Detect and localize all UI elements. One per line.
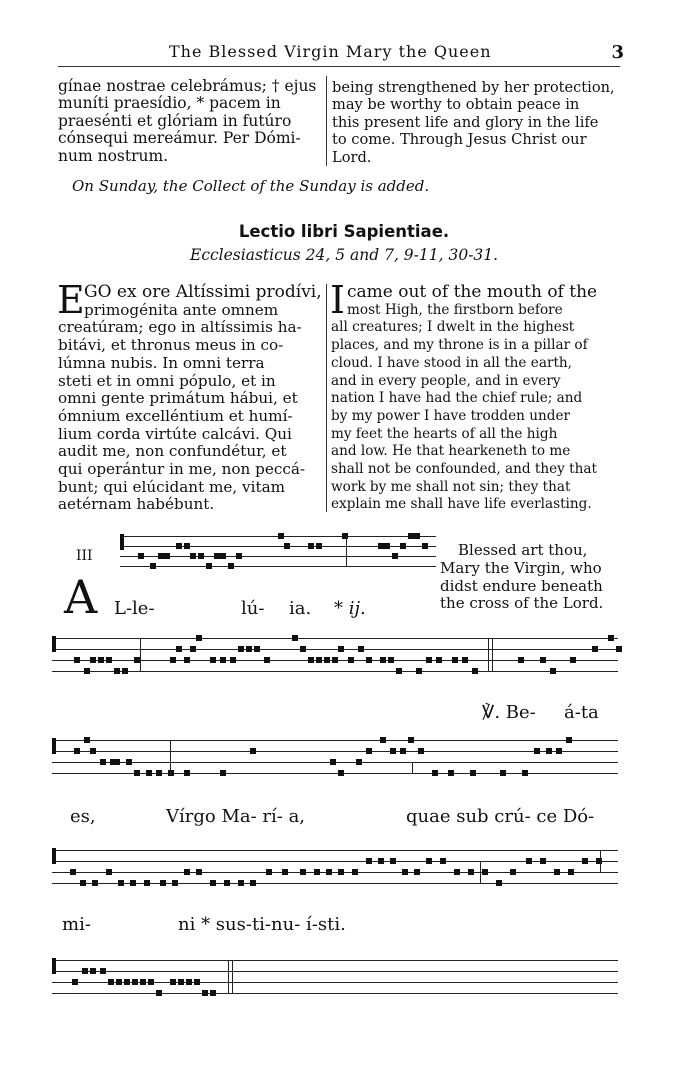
chant-syllable: * ij. bbox=[334, 598, 366, 619]
neume bbox=[160, 880, 166, 886]
neume bbox=[500, 770, 506, 776]
chant-syllable: ia. bbox=[289, 598, 312, 619]
latin-line: qui operántur in me, non peccá- bbox=[58, 460, 306, 479]
english-line: and in every people, and in every bbox=[331, 372, 561, 389]
neume bbox=[156, 990, 162, 996]
column-divider bbox=[326, 76, 327, 166]
collect-english bbox=[332, 79, 615, 166]
staff-line bbox=[52, 740, 618, 741]
neume bbox=[292, 635, 298, 641]
neume bbox=[194, 979, 200, 985]
neume bbox=[124, 979, 130, 985]
lesson-heading: Lectio libri Sapientiae. bbox=[238, 222, 450, 241]
collect-latin bbox=[58, 78, 316, 165]
neume bbox=[384, 543, 390, 549]
neume bbox=[250, 880, 256, 886]
neume bbox=[358, 646, 364, 652]
neume bbox=[448, 770, 454, 776]
neume bbox=[616, 646, 622, 652]
chant-syllable: L-le- bbox=[114, 598, 155, 619]
neume bbox=[418, 748, 424, 754]
neume bbox=[402, 869, 408, 875]
neume bbox=[190, 553, 196, 559]
latin-drop-initial: E bbox=[57, 278, 85, 322]
latin-line: creatúram; ego in altíssimis ha- bbox=[58, 318, 302, 337]
chant-syllable: ℣. Be- bbox=[482, 702, 536, 723]
neume bbox=[284, 543, 290, 549]
translation-line: Mary the Virgin, who bbox=[440, 558, 602, 577]
neume bbox=[472, 668, 478, 674]
chant-syllable: quae sub crú- ce Dó- bbox=[406, 806, 595, 827]
neume bbox=[90, 968, 96, 974]
neume bbox=[114, 668, 120, 674]
neume bbox=[338, 770, 344, 776]
neume bbox=[324, 657, 330, 663]
neume bbox=[170, 979, 176, 985]
neume bbox=[454, 869, 460, 875]
neume bbox=[300, 646, 306, 652]
translation-line: the cross of the Lord. bbox=[440, 594, 604, 613]
bar-line bbox=[492, 638, 493, 671]
neume bbox=[366, 657, 372, 663]
latin-line: aetérnam habébunt. bbox=[58, 495, 215, 514]
neume bbox=[74, 748, 80, 754]
neume bbox=[100, 759, 106, 765]
neume bbox=[184, 770, 190, 776]
neume bbox=[236, 553, 242, 559]
neume bbox=[202, 990, 208, 996]
translation-line: didst endure beneath bbox=[440, 576, 603, 595]
clef-icon bbox=[52, 738, 56, 754]
music-staff bbox=[52, 736, 618, 784]
column-divider bbox=[326, 284, 327, 512]
neume bbox=[98, 657, 104, 663]
bar-line bbox=[600, 850, 601, 872]
neume bbox=[92, 880, 98, 886]
staff-line bbox=[52, 638, 618, 639]
neume bbox=[178, 979, 184, 985]
music-staff bbox=[120, 532, 436, 572]
latin-line: steti et in omni pópulo, et in bbox=[58, 371, 276, 390]
neume bbox=[118, 880, 124, 886]
neume bbox=[314, 869, 320, 875]
staff-line bbox=[52, 960, 618, 961]
neume bbox=[250, 748, 256, 754]
bar-line bbox=[170, 740, 171, 773]
neume bbox=[176, 646, 182, 652]
neume bbox=[348, 657, 354, 663]
neume bbox=[100, 968, 106, 974]
neume bbox=[210, 657, 216, 663]
music-staff bbox=[52, 846, 618, 894]
neume bbox=[388, 657, 394, 663]
neume bbox=[400, 748, 406, 754]
neume bbox=[462, 657, 468, 663]
collect-english-line: being strengthened by her protection, bbox=[332, 79, 615, 96]
clef-icon bbox=[52, 848, 56, 864]
latin-line: lium corda virtúte calcávi. Qui bbox=[58, 424, 292, 443]
english-first-line: came out of the mouth of the bbox=[347, 282, 598, 302]
neume bbox=[264, 657, 270, 663]
neume bbox=[392, 553, 398, 559]
neume bbox=[278, 533, 284, 539]
chant-syllable: Vírgo Ma- rí- a, bbox=[166, 806, 306, 827]
neume bbox=[510, 869, 516, 875]
chant-syllable: lú- bbox=[241, 598, 265, 619]
neume bbox=[400, 543, 406, 549]
neume bbox=[422, 543, 428, 549]
music-staff bbox=[52, 634, 618, 682]
neume bbox=[210, 990, 216, 996]
lesson-english bbox=[331, 284, 621, 514]
staff-line bbox=[52, 850, 618, 851]
neume bbox=[238, 880, 244, 886]
neume bbox=[196, 635, 202, 641]
bar-line bbox=[228, 960, 229, 993]
staff-line bbox=[52, 872, 618, 873]
chant-syllable: mi- bbox=[62, 914, 91, 935]
neume bbox=[380, 657, 386, 663]
neume bbox=[146, 770, 152, 776]
neume bbox=[210, 880, 216, 886]
latin-line: ómnium excelléntium et humí- bbox=[58, 406, 293, 425]
collect-latin-line: cónsequi mereámur. Per Dómi- bbox=[58, 129, 301, 148]
collect-latin-line: gínae nostrae celebrámus; † ejus bbox=[58, 77, 317, 95]
latin-line: bitávi, et thronus meus in co- bbox=[58, 336, 284, 355]
neume bbox=[170, 657, 176, 663]
neume bbox=[114, 759, 120, 765]
neume bbox=[140, 979, 146, 985]
english-line: and low. He that hearkeneth to me bbox=[331, 443, 571, 460]
neume bbox=[230, 657, 236, 663]
neume bbox=[254, 646, 260, 652]
neume bbox=[156, 770, 162, 776]
bar-line bbox=[346, 536, 347, 566]
clef-icon bbox=[120, 534, 124, 550]
neume bbox=[144, 880, 150, 886]
english-line: explain me shall have life everlasting. bbox=[331, 496, 592, 513]
neume bbox=[184, 657, 190, 663]
neume bbox=[540, 657, 546, 663]
neume bbox=[238, 646, 244, 652]
running-title: The Blessed Virgin Mary the Queen bbox=[169, 42, 492, 61]
english-line: work by me shall not sin; they that bbox=[331, 478, 571, 495]
staff-line bbox=[52, 649, 618, 650]
neume bbox=[592, 646, 598, 652]
neume bbox=[300, 869, 306, 875]
neume bbox=[184, 869, 190, 875]
bar-line bbox=[480, 861, 481, 883]
collect-latin-line: num nostrum. bbox=[58, 146, 169, 165]
neume bbox=[432, 770, 438, 776]
neume bbox=[224, 880, 230, 886]
neume bbox=[70, 869, 76, 875]
neume bbox=[172, 880, 178, 886]
neume bbox=[106, 869, 112, 875]
rubric-note: On Sunday, the Collect of the Sunday is added. bbox=[72, 177, 430, 195]
collect-english-line: to come. Through Jesus Christ our bbox=[332, 131, 587, 149]
staff-line bbox=[52, 861, 618, 862]
neume bbox=[266, 869, 272, 875]
staff-line bbox=[52, 671, 618, 672]
neume bbox=[426, 657, 432, 663]
staff-line bbox=[52, 971, 618, 972]
page-number: 3 bbox=[611, 42, 624, 63]
latin-line: lúmna nubis. In omni terra bbox=[58, 353, 265, 372]
bar-line bbox=[232, 960, 233, 993]
neume bbox=[396, 668, 402, 674]
neume bbox=[440, 858, 446, 864]
neume bbox=[470, 770, 476, 776]
clef-icon bbox=[52, 636, 56, 652]
neume bbox=[342, 533, 348, 539]
staff-line bbox=[120, 566, 436, 567]
neume bbox=[164, 553, 170, 559]
neume bbox=[534, 748, 540, 754]
neume bbox=[176, 543, 182, 549]
neume bbox=[80, 880, 86, 886]
lesson-reference: Ecclesiasticus 24, 5 and 7, 9-11, 30-31. bbox=[190, 246, 499, 264]
header-rule bbox=[58, 66, 620, 67]
neume bbox=[522, 770, 528, 776]
music-staff bbox=[52, 956, 618, 1004]
neume bbox=[84, 668, 90, 674]
neume bbox=[570, 657, 576, 663]
neume bbox=[568, 869, 574, 875]
english-line: shall not be confounded, and they that bbox=[331, 461, 597, 478]
neume bbox=[168, 770, 174, 776]
neume bbox=[138, 553, 144, 559]
collect-english-line: this present life and glory in the life bbox=[332, 113, 599, 131]
neume bbox=[452, 657, 458, 663]
english-line: cloud. I have stood in all the earth, bbox=[331, 354, 572, 371]
neume bbox=[356, 759, 362, 765]
neume bbox=[426, 858, 432, 864]
neume bbox=[332, 657, 338, 663]
neume bbox=[206, 563, 212, 569]
neume bbox=[74, 657, 80, 663]
neume bbox=[366, 748, 372, 754]
latin-line: audit me, non confundétur, et bbox=[58, 442, 287, 461]
antiphon-translation bbox=[440, 542, 616, 613]
neume bbox=[72, 979, 78, 985]
latin-line: bunt; qui elúcidant me, vitam bbox=[58, 477, 286, 496]
staff-line bbox=[52, 993, 618, 994]
mode-number: III bbox=[76, 548, 93, 564]
bar-line bbox=[140, 638, 141, 671]
neume bbox=[378, 858, 384, 864]
latin-first-line: GO ex ore Altíssimi prodívi, bbox=[84, 282, 322, 302]
neume bbox=[316, 657, 322, 663]
neume bbox=[330, 759, 336, 765]
english-line: most High, the firstborn before bbox=[347, 301, 563, 318]
neume bbox=[554, 869, 560, 875]
latin-line: omni gente primátum hábui, et bbox=[58, 389, 298, 408]
neume bbox=[106, 657, 112, 663]
neume bbox=[126, 759, 132, 765]
neume bbox=[196, 869, 202, 875]
lesson-latin bbox=[58, 284, 324, 514]
neume bbox=[540, 858, 546, 864]
neume bbox=[282, 869, 288, 875]
english-drop-initial: I bbox=[330, 278, 346, 322]
neume bbox=[134, 770, 140, 776]
english-line: nation I have had the chief rule; and bbox=[331, 390, 583, 407]
bar-line bbox=[412, 762, 413, 773]
neume bbox=[526, 858, 532, 864]
neume bbox=[90, 657, 96, 663]
neume bbox=[338, 869, 344, 875]
staff-line bbox=[52, 883, 618, 884]
neume bbox=[518, 657, 524, 663]
neume bbox=[190, 646, 196, 652]
english-line: places, and my throne is in a pillar of bbox=[331, 337, 588, 354]
neume bbox=[82, 968, 88, 974]
chant-syllable: á-ta bbox=[564, 702, 599, 723]
english-line: by my power I have trodden under bbox=[331, 407, 570, 424]
neume bbox=[390, 748, 396, 754]
neume bbox=[556, 748, 562, 754]
neume bbox=[436, 657, 442, 663]
english-line: my feet the hearts of all the high bbox=[331, 425, 558, 442]
neume bbox=[566, 737, 572, 743]
neume bbox=[338, 646, 344, 652]
collect-latin-line: muníti praesídio, * pacem in bbox=[58, 94, 281, 113]
neume bbox=[246, 646, 252, 652]
chant-initial: A bbox=[64, 570, 98, 624]
collect-english-line: may be worthy to obtain peace in bbox=[332, 96, 580, 114]
neume bbox=[220, 657, 226, 663]
translation-line: Blessed art thou, bbox=[458, 541, 588, 559]
neume bbox=[116, 979, 122, 985]
running-header bbox=[74, 42, 624, 64]
neume bbox=[416, 668, 422, 674]
neume bbox=[132, 979, 138, 985]
neume bbox=[414, 533, 420, 539]
bar-line bbox=[488, 638, 489, 671]
neume bbox=[380, 737, 386, 743]
neume bbox=[308, 657, 314, 663]
neume bbox=[130, 880, 136, 886]
neume bbox=[90, 748, 96, 754]
neume bbox=[414, 869, 420, 875]
neume bbox=[550, 668, 556, 674]
neume bbox=[596, 858, 602, 864]
neume bbox=[582, 858, 588, 864]
neume bbox=[108, 979, 114, 985]
neume bbox=[122, 668, 128, 674]
neume bbox=[198, 553, 204, 559]
chant-syllable: ni * sus-ti-nu- í-sti. bbox=[178, 914, 346, 935]
neume bbox=[84, 737, 90, 743]
english-line: all creatures; I dwelt in the highest bbox=[331, 319, 575, 336]
neume bbox=[150, 563, 156, 569]
neume bbox=[546, 748, 552, 754]
latin-line: primogénita ante omnem bbox=[84, 300, 279, 319]
neume bbox=[148, 979, 154, 985]
neume bbox=[482, 869, 488, 875]
chant-syllable: es, bbox=[70, 806, 96, 827]
neume bbox=[316, 543, 322, 549]
collect-latin-line: praesénti et glóriam in futúro bbox=[58, 111, 292, 130]
collect-english-line: Lord. bbox=[332, 148, 372, 166]
neume bbox=[408, 737, 414, 743]
neume bbox=[186, 979, 192, 985]
neume bbox=[220, 553, 226, 559]
neume bbox=[308, 543, 314, 549]
neume bbox=[366, 858, 372, 864]
neume bbox=[390, 858, 396, 864]
neume bbox=[184, 543, 190, 549]
neume bbox=[352, 869, 358, 875]
neume bbox=[326, 869, 332, 875]
neume bbox=[220, 770, 226, 776]
clef-icon bbox=[52, 958, 56, 974]
neume bbox=[608, 635, 614, 641]
neume bbox=[468, 869, 474, 875]
neume bbox=[496, 880, 502, 886]
neume bbox=[228, 563, 234, 569]
